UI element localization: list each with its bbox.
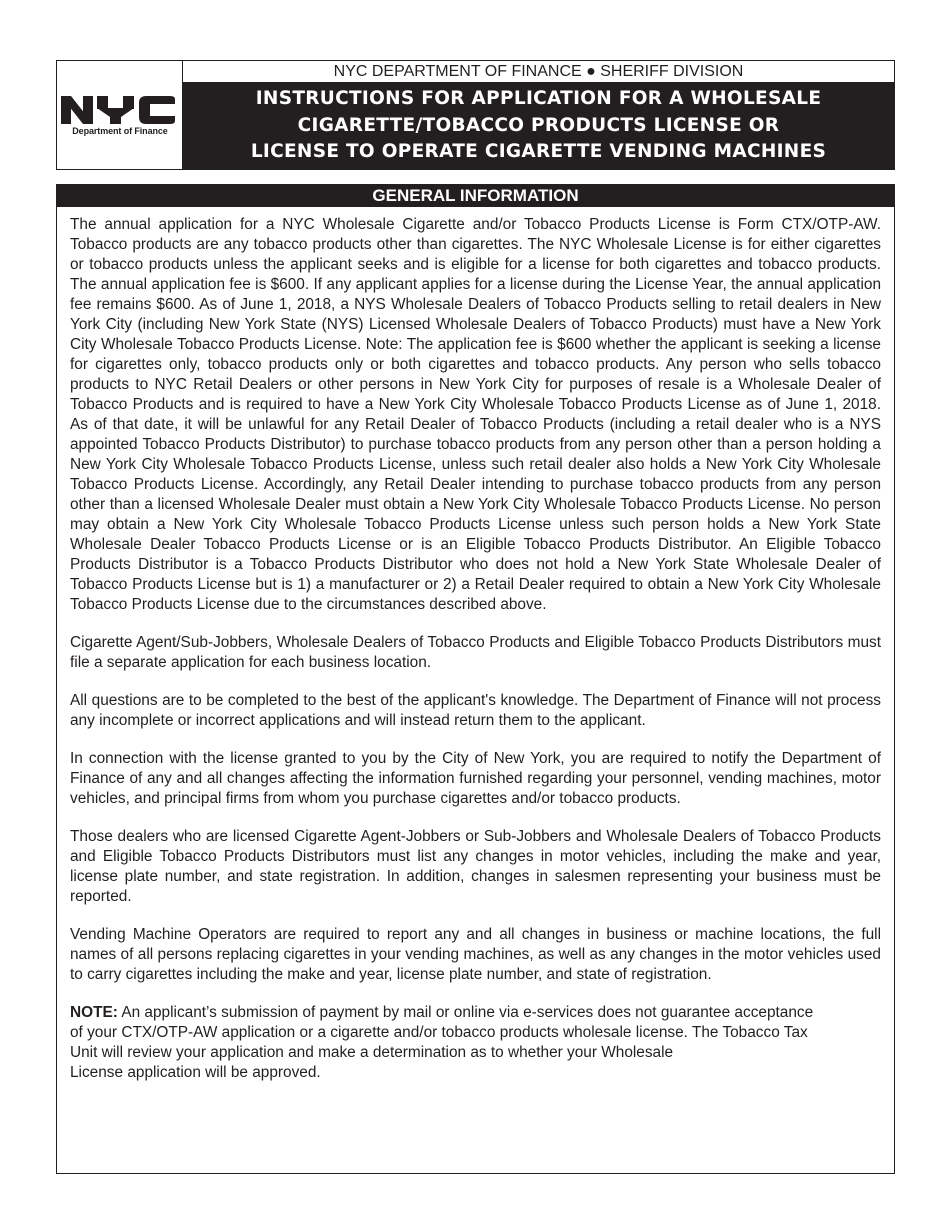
note-label: NOTE: bbox=[70, 1004, 118, 1021]
title-line-3: LICENSE TO OPERATE CIGARETTE VENDING MACHINES bbox=[250, 141, 827, 163]
general-information-section bbox=[56, 184, 895, 1174]
title-line-1: INSTRUCTIONS FOR APPLICATION FOR A WHOLESALE bbox=[255, 88, 822, 110]
nyc-logo-mark bbox=[61, 95, 179, 125]
logo-caption: Department of Finance bbox=[72, 126, 168, 136]
title-line-2: CIGARETTE/TOBACCO PRODUCTS LICENSE OR bbox=[297, 114, 780, 136]
paragraph-note bbox=[70, 1003, 881, 1083]
note-line-1: An applicant’s submission of payment by mail or online via e-services does not guarantee acceptance bbox=[121, 1004, 814, 1021]
section-body bbox=[57, 207, 894, 1083]
section-heading: GENERAL INFORMATION bbox=[57, 185, 894, 207]
paragraph-notify-changes: In connection with the license granted to you by the City of New York, you are required to notify the Department of Finance of any and all changes affecting the information furnished regarding your personnel, vending machines, motor vehicles, and principal firms from whom you purchase cigarettes and/or tobacco products. bbox=[70, 750, 881, 807]
paragraph-vending-operators: Vending Machine Operators are required to report any and all changes in business or machine locations, the full names of all persons replacing cigarettes in your vending machines, as well as any changes in the motor vehicles used to carry cigarettes including the make and year, license plate number, and state of registration. bbox=[70, 926, 881, 983]
paragraph-questions: All questions are to be completed to the best of the applicant's knowledge. The Department of Finance will not process any incomplete or incorrect applications and will instead return them to the applicant. bbox=[70, 692, 881, 729]
paragraph-overview: The annual application for a NYC Wholesale Cigarette and/or Tobacco Products License is Form CTX/OTP-AW. Tobacco products are any tobacco products other than cigarettes. The NYC Wholesale License is for either cigarettes or tobacco products unless the applicant seeks and is eligible for a license for both cigarettes and tobacco products. The annual application fee is $600. If any applicant applies for a license during the License Year, the annual application fee remains $600. As of June 1, 2018, a NYS Wholesale Dealers of Tobacco Products selling to retail dealers in New York City (including New York State (NYS) Licensed Wholesale Dealers of Tobacco Products) must have a New York City Wholesale Tobacco Products License. Note: The application fee is $600 whether the applicant is seeking a license for cigarettes only, tobacco products only or both cigarettes and tobacco products. Any person who sells tobacco products to NYC Retail Dealers or other persons in New York City for purposes of resale is a Wholesale Dealer of Tobacco Products and is required to have a New York City Wholesale Tobacco Products License as of June 1, 2018. As of that date, it will be unlawful for any Retail Dealer of Tobacco Products (including a retail dealer who is a NYS appointed Tobacco Products Distributor) to purchase tobacco products from any person other than a person holding a New York City Wholesale Tobacco Products License, unless such retail dealer also holds a New York City Wholesale Tobacco Products License. Accordingly, any Retail Dealer intending to purchase tobacco products from any person other than a licensed Wholesale Dealer must obtain a New York City Wholesale Tobacco Products License. No person may obtain a New York City Wholesale Tobacco Products License unless such person holds a New York State Wholesale Dealer Tobacco Products License or is an Eligible Tobacco Products Distributor. An Eligible Tobacco Products Distributor is a Tobacco Products Distributor who does not hold a New York State Wholesale Dealer of Tobacco Products License but is 1) a manufacturer or 2) a Retail Dealer required to obtain a New York City Wholesale Tobacco Products License due to the circumstances described above. bbox=[70, 216, 881, 613]
nyc-logo-text: NYC bbox=[61, 95, 64, 96]
note-line-4: License application will be approved. bbox=[70, 1064, 321, 1081]
paragraph-separate-application: Cigarette Agent/Sub-Jobbers, Wholesale Dealers of Tobacco Products and Eligible Tobacco Products Distributors must file a separate application for each business location. bbox=[70, 634, 881, 671]
form-header bbox=[56, 60, 895, 170]
form-title bbox=[183, 83, 894, 169]
department-line: NYC DEPARTMENT OF FINANCE ● SHERIFF DIVISION bbox=[183, 61, 894, 83]
nyc-dof-logo bbox=[57, 61, 183, 169]
note-line-2: of your CTX/OTP-AW application or a cigarette and/or tobacco products wholesale license. The Tobacco Tax bbox=[70, 1024, 808, 1041]
note-line-3: Unit will review your application and make a determination as to whether your Wholesale bbox=[70, 1044, 674, 1061]
paragraph-dealer-changes: Those dealers who are licensed Cigarette Agent-Jobbers or Sub-Jobbers and Wholesale Dealers of Tobacco Products and Eligible Tobacco Products Distributors must list any changes in motor vehicles, including the make and year, license plate number, and state registration. In addition, changes in salesmen representing your business must be reported. bbox=[70, 828, 881, 905]
